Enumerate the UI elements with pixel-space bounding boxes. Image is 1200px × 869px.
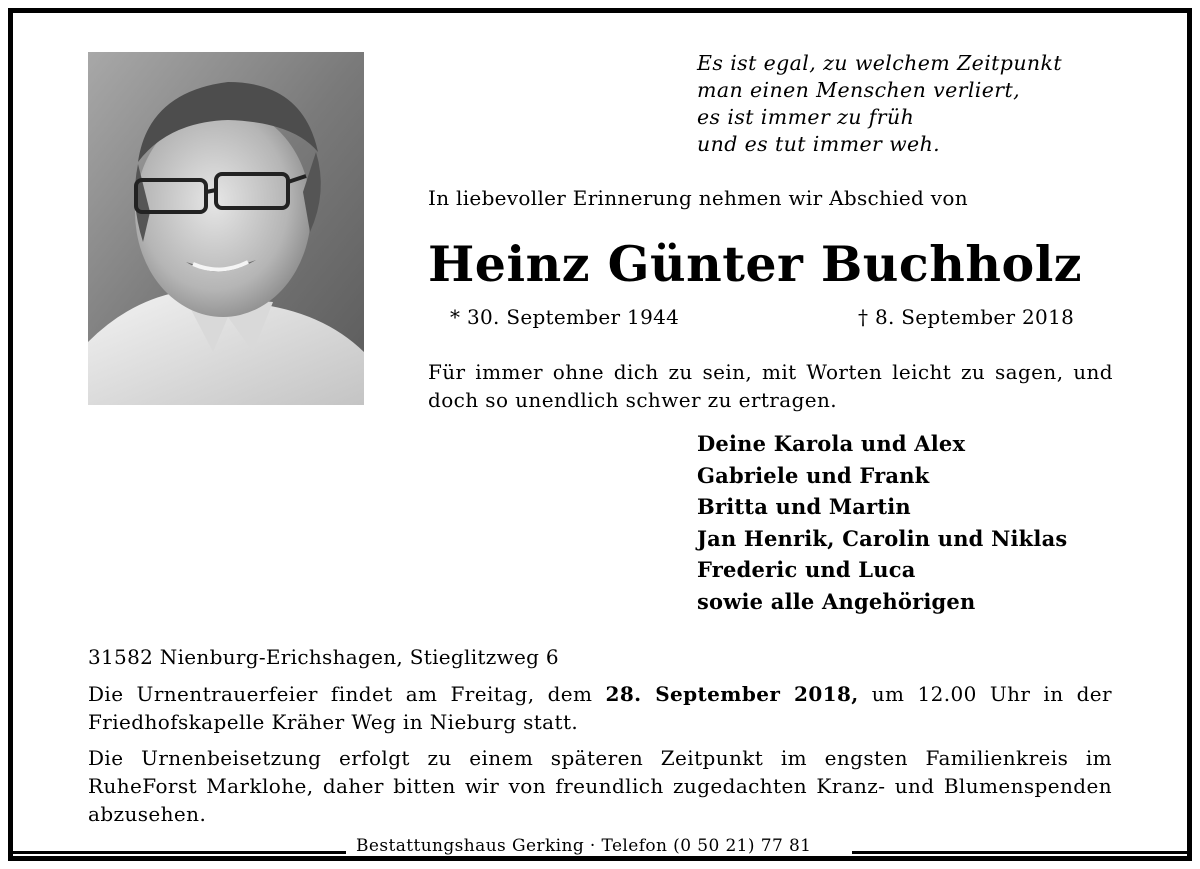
ceremony-text-before: Die Urnentrauerfeier findet am Freitag, dem [88, 682, 593, 706]
death-date: † 8. September 2018 [858, 305, 1075, 329]
deceased-name: Heinz Günter Buchholz [428, 235, 1083, 293]
family-line: Deine Karola und Alex [697, 431, 966, 456]
burial-notice: Die Urnenbeisetzung erfolgt zu einem späteren Zeitpunkt im engsten Familienkreis im RuheForst Marklohe, daher bitten wir von freundlich zugedachten Kranz- und Blumenspenden abzusehen. [88, 746, 1112, 826]
ceremony-date: 28. September 2018, [605, 682, 859, 706]
portrait-photo [88, 52, 364, 405]
poem-line: es ist immer zu früh [697, 105, 915, 129]
poem [697, 50, 1062, 158]
ceremony-text-after: um 12.00 Uhr in der Friedhofskapelle Kräher Weg in Nieburg statt. [88, 682, 1112, 734]
family-line: Gabriele und Frank [697, 462, 930, 488]
ceremony-notice [88, 680, 1112, 736]
birth-date: * 30. September 1944 [450, 305, 680, 329]
family-line: Britta und Martin [697, 494, 911, 519]
funeral-home-footer: Bestattungshaus Gerking · Telefon (0 50 21) 77 81 [356, 836, 812, 856]
intro-text: In liebevoller Erinnerung nehmen wir Abschied von [428, 186, 968, 210]
poem-line: man einen Menschen verliert, [697, 78, 1021, 102]
family-address: 31582 Nienburg-Erichshagen, Stieglitzweg 6 [88, 645, 559, 669]
memorial-quote: Für immer ohne dich zu sein, mit Worten leicht zu sagen, und doch so unendlich schwer zu ertragen. [428, 360, 1113, 412]
family-line: sowie alle Angehörigen [697, 588, 976, 614]
footer-rule-right [852, 851, 1187, 854]
poem-line: Es ist egal, zu welchem Zeitpunkt [697, 51, 1062, 75]
family-line: Frederic und Luca [697, 557, 916, 582]
footer-rule-left [13, 851, 346, 854]
family-signatures [697, 428, 1067, 617]
poem-line: und es tut immer weh. [697, 132, 941, 156]
family-line: Jan Henrik, Carolin und Niklas [697, 525, 1068, 551]
